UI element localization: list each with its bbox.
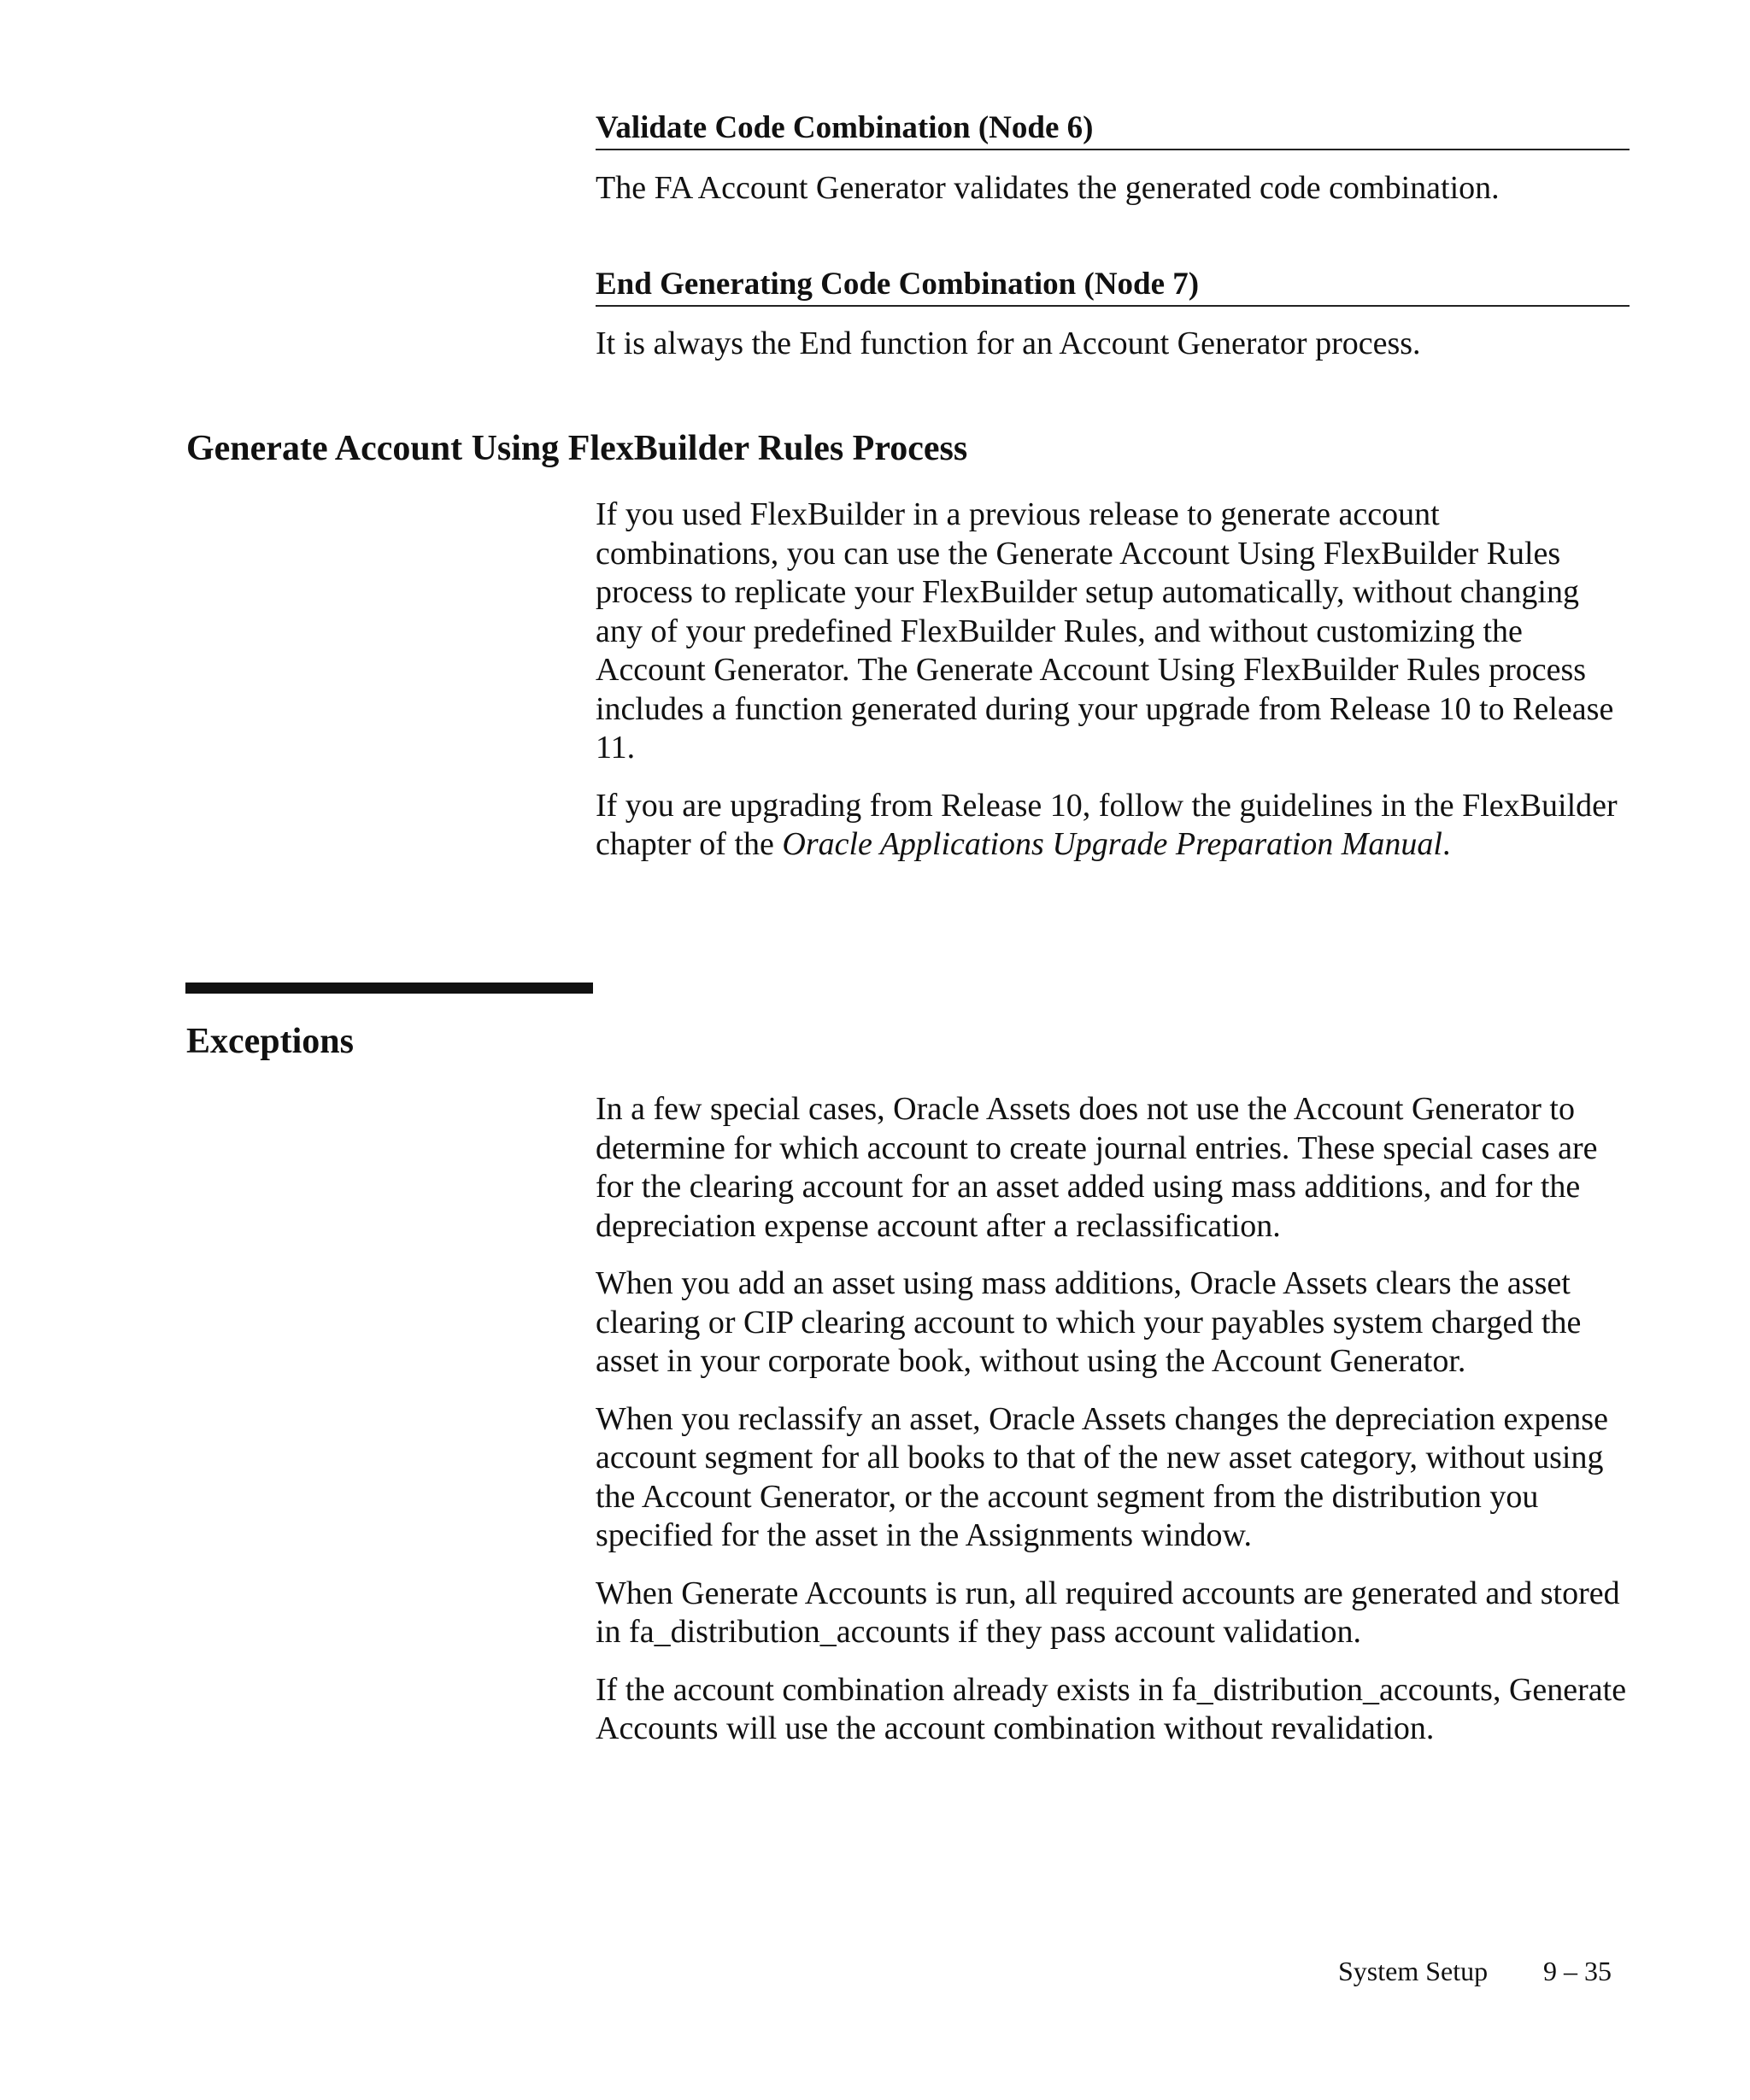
node6-heading: Validate Code Combination (Node 6) (596, 109, 1630, 150)
exceptions-paragraph: When you add an asset using mass additions, Oracle Assets clears the asset clearing or CIP clearing account to which your payables system charged the asset in your corporate book, without using the Account Generator. (596, 1265, 1582, 1379)
exceptions-heading: Exceptions (186, 1022, 355, 1061)
flexbuilder-paragraph-1: If you used FlexBuilder in a previous release to generate account combinations, you can use the Generate Account Using FlexBuilder Rules process to replicate your FlexBuilder setup automatically, without changing any of your predefined FlexBuilder Rules, and without customizing the Account Generator. The Generate Account Using FlexBuilder Rules process includes a function generated during your upgrade from Release 10 to Release 11. (596, 496, 1614, 766)
exceptions-paragraph: If the account combination already exists in fa_distribution_accounts, Generate Accounts will use the account combination without revalidation. (596, 1671, 1627, 1746)
section-rule (185, 983, 593, 994)
node6-text: The FA Account Generator validates the generated code combination. (596, 170, 1500, 206)
para2-end: . (1442, 826, 1451, 862)
exceptions-paragraph: When you reclassify an asset, Oracle Assets changes the depreciation expense account segment for all books to that of the new asset category, without using the Account Generator, or the account segment from the distribution you specified for the asset in the Assignments window. (596, 1400, 1608, 1553)
footer-section: System Setup (1338, 1956, 1489, 1986)
flexbuilder-heading: Generate Account Using FlexBuilder Rules Process (186, 429, 968, 468)
node7-text: It is always the End function for an Account Generator process. (596, 326, 1421, 361)
exceptions-paragraph: When Generate Accounts is run, all required accounts are generated and stored in fa_distribution_accounts if they pass account validation. (596, 1575, 1620, 1650)
exceptions-body (596, 1090, 1630, 1768)
footer-page-number: 9 – 35 (1543, 1956, 1612, 1986)
node7-heading: End Generating Code Combination (Node 7) (596, 266, 1630, 307)
flexbuilder-paragraph-2 (596, 787, 1630, 865)
para2-text: If you are upgrading from Release 10, follow the guidelines in the FlexBuilder chapter of the (596, 787, 1618, 862)
manual-title: Oracle Applications Upgrade Preparation Manual (782, 826, 1442, 862)
exceptions-paragraph: In a few special cases, Oracle Assets does not use the Account Generator to determine for which account to create journal entries. These special cases are for the clearing account for an asset added using mass additions, and for the depreciation expense account after a reclassification. (596, 1091, 1598, 1244)
flexbuilder-body (596, 496, 1630, 883)
